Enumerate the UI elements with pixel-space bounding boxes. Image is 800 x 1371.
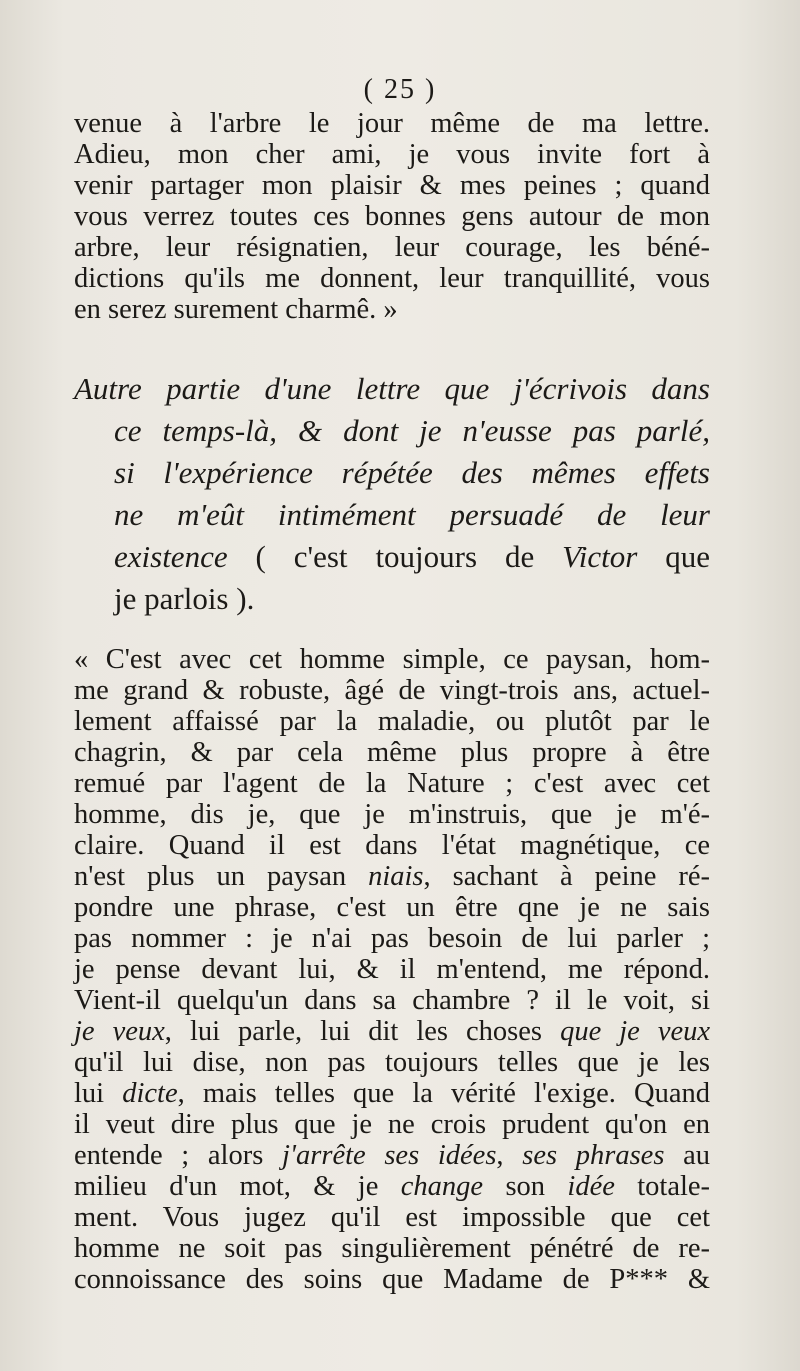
heading-line — [74, 536, 710, 578]
text-line: homme ne soit pas singulièrement pénétré de re- — [74, 1233, 710, 1264]
text-run: totale- — [637, 1171, 711, 1202]
heading-line: je parlois ). — [114, 581, 255, 616]
heading-name-italic: Victor — [562, 539, 638, 574]
text-run-italic: que je veux — [560, 1016, 711, 1047]
text-line: ment. Vous jugez qu'il est impossible que cet — [74, 1202, 710, 1233]
text-run: au — [683, 1140, 711, 1171]
heading-line: si l'expérience répétée des mêmes effets — [114, 455, 710, 490]
text-line: claire. Quand il est dans l'état magnétique, ce — [74, 830, 710, 861]
text-line: il veut dire plus que je ne crois prudent qu'on en — [74, 1109, 710, 1140]
text-line: remué par l'agent de la Nature ; c'est avec cet — [74, 768, 710, 799]
text-run: , mais telles que la vérité l'exige. Quand — [177, 1078, 710, 1109]
text-line: qu'il lui dise, non pas toujours telles que je les — [74, 1047, 710, 1078]
text-run: milieu d'un mot, & je — [74, 1171, 379, 1202]
heading-roman: ( c'est toujours de — [255, 539, 535, 574]
text-run-italic: idée — [567, 1171, 615, 1202]
text-line: venir partager mon plaisir & mes peines ; quand — [74, 170, 710, 201]
heading-line: ce temps-là, & dont je n'eusse pas parlé, — [114, 413, 710, 448]
text-line: pas nommer : je n'ai pas besoin de lui parler ; — [74, 923, 710, 954]
text-line — [74, 861, 710, 892]
text-run: entende ; alors — [74, 1140, 264, 1171]
text-run-italic: je veux — [74, 1016, 165, 1047]
text-line — [74, 1171, 710, 1202]
text-line — [74, 1140, 710, 1171]
paragraph-victor — [74, 644, 710, 1295]
text-line: venue à l'arbre le jour même de ma lettre. — [74, 108, 710, 139]
text-run-italic: niais — [368, 861, 424, 892]
text-line: dictions qu'ils me donnent, leur tranquillité, vous — [74, 263, 710, 294]
section-heading — [74, 368, 710, 620]
text-run: , sachant à peine ré- — [423, 861, 710, 892]
text-line: connoissance des soins que Madame de P*** & — [74, 1264, 710, 1295]
text-line: je pense devant lui, & il m'entend, me répond. — [74, 954, 710, 985]
text-line: en serez surement charmê. » — [74, 294, 398, 325]
paragraph-letter-end — [74, 108, 710, 325]
text-line: Vient-il quelqu'un dans sa chambre ? il le voit, si — [74, 985, 710, 1016]
text-run: , — [496, 1140, 504, 1171]
text-line: me grand & robuste, âgé de vingt-trois ans, actuel- — [74, 675, 710, 706]
text-run: , lui parle, lui dit les choses — [164, 1016, 543, 1047]
text-run: n'est plus un paysan — [74, 861, 347, 892]
text-line: chagrin, & par cela même plus propre à être — [74, 737, 710, 768]
text-line: lement affaissé par la maladie, ou plutôt par le — [74, 706, 710, 737]
text-run-italic: change — [400, 1171, 484, 1202]
text-run: son — [505, 1171, 546, 1202]
text-line: vous verrez toutes ces bonnes gens autour de mon — [74, 201, 710, 232]
heading-italic: existence — [114, 539, 228, 574]
text-line: pondre une phrase, c'est un être qne je ne sais — [74, 892, 710, 923]
text-run-italic: dicte — [122, 1078, 178, 1109]
text-line — [74, 1016, 710, 1047]
text-line: Adieu, mon cher ami, je vous invite fort à — [74, 139, 710, 170]
text-run-italic: ses phrases — [522, 1140, 665, 1171]
text-line: arbre, leur résignatien, leur courage, les béné- — [74, 232, 710, 263]
text-line — [74, 1078, 710, 1109]
page-number: ( 25 ) — [363, 74, 437, 105]
heading-roman: que — [665, 539, 711, 574]
heading-line: ne m'eût intimément persuadé de leur — [114, 497, 710, 532]
text-run: lui — [74, 1078, 105, 1109]
text-line: homme, dis je, que je m'instruis, que je m'é- — [74, 799, 710, 830]
heading-line: Autre partie d'une lettre que j'écrivois dans — [74, 371, 710, 406]
text-line: « C'est avec cet homme simple, ce paysan, hom- — [74, 644, 710, 675]
text-run-italic: j'arrête ses idées — [282, 1140, 497, 1171]
